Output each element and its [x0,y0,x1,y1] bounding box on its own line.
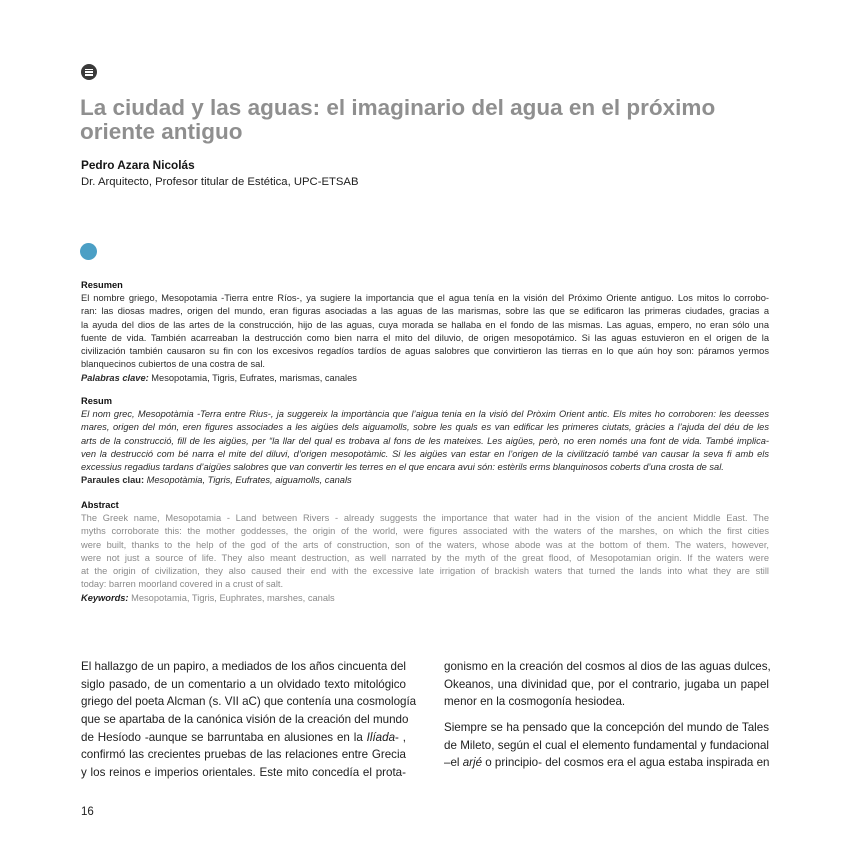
resum-line: excessius regadius tardans d’aigües salobres que van convertir les terres en el que encara avui són: estèrils erms blanquinosos coberts d’una crosta de sal. [81,462,724,473]
body-text: de Hesíodo -aunque se barruntaba en alusiones en la [81,730,367,744]
keywords-label: Palabras clave: [81,372,149,383]
article-title [80,96,780,144]
keywords-label: Keywords: [81,592,129,603]
abstract-line: myths corroborate this: the mother goddesses, the origin of the world, were figures associated with the waters of the marshes, on which the first cities [81,526,769,537]
body-line: menor en la cosmogonía hesiodea. [444,695,626,709]
resum-line: mares, origen del món, eren figures associades a les aigües dels aiguamolls, sobre les quals es van edificar les primeres ciutats, gràcies a l’ajuda del déu de les [81,422,769,433]
title-line-1: La ciudad y las aguas: el imaginario del agua en el próximo [80,95,716,120]
body-column-right [444,658,769,711]
section-dot-icon [80,243,97,260]
resumen-line: civilización también causaron su fin con los excesivos regadíos tardíos de aguas salobres que convirtieron las tierras en lo que aún hoy son: páramos yermos [81,346,769,357]
resumen-keywords [81,372,769,385]
body-column-right-p2 [444,719,769,772]
resum-keywords [81,474,769,487]
body-line: siglo pasado, de un comentario a un olvidado texto mitológico [81,677,406,691]
resum-line: arts de la construcció, fill de les aigües, per “la llar del qual es trobava al fons de les mateixes. Les aigües, però, no eren només una font de vida. També implica- [81,435,769,446]
body-italic: arjé [462,756,483,770]
body-column-left [81,658,417,782]
resumen-line: la ayuda del dios de las artes de la construcción, hijo de las aguas, cuya morada se hallaba en el fondo de las mismas. Las aguas, empero, no eran sólo una [81,319,769,330]
abstract-line: at the origin of civilization, they also caused their end with the excessive late irrigation of brackish waters that turned the lands into what they are still [81,566,769,577]
body-line: griego del poeta Alcman (s. VII aC) que contenía una cosmología [81,695,417,709]
abstract-line: The Greek name, Mesopotamia - Land between Rivers - already suggests the importance that water had in the vision of the ancient Middle East. The [81,513,769,523]
body-line [81,729,406,747]
resumen-line: ran: las diosas madres, origen del mundo, eran figuras asociadas a las aguas de las marismas, sobre las que se edificaron las primeras ciudades, gracias a [81,306,769,317]
body-text: –el [444,756,463,770]
body-line: Siempre se ha pensado que la concepción del mundo de Tales [444,721,769,734]
body-line: confirmó las crecientes pruebas de las relaciones entre Grecia [81,748,406,762]
title-line-2: oriente antiguo [80,119,243,144]
abstract-line: were built, thanks to the help of the god of the arts of construction, son of the waters, whose abode was at the bottom of them. The waters, however, [81,539,769,550]
body-italic: Ilíada [366,730,396,744]
body-text: o principio- del cosmos era el agua estaba inspirada en [482,756,770,770]
resum-text [81,408,769,488]
body-text: - , [395,730,406,744]
resumen-heading: Resumen [81,280,123,290]
body-line: que se apartaba de la canónica visión de la creación del mundo [81,713,409,727]
resumen-line: fuente de vida. También acarreaban la destrucción como bien narra el mito del diluvio, de origen mesopotámico. Si las aguas estuvieron en el origen de la [81,332,769,343]
keywords-list: Mesopotamia, Tigris, Eufrates, marismas, canales [148,372,357,383]
keywords-label: Paraules clau: [81,475,145,486]
keywords-list: Mesopotàmia, Tigris, Eufrates, aiguamolls, canals [144,475,352,486]
resum-heading: Resum [81,396,113,406]
abstract-text [81,512,769,605]
page-number: 16 [81,806,94,818]
resumen-line: El nombre griego, Mesopotamia -Tierra entre Ríos-, ya sugiere la importancia que el agua tenía en la visión del Próximo Oriente antiguo. Los mitos lo corrobo- [81,293,769,303]
keywords-list: Mesopotamia, Tigris, Euphrates, marshes, canals [128,592,335,603]
author-name: Pedro Azara Nicolás [81,158,195,172]
body-line: Okeanos, una divinidad que, por el contrario, jugaba un papel [444,677,769,691]
body-line: y los reinos e imperios orientales. Este mito concedía el prota- [81,766,406,780]
body-line: de Mileto, según el cual el elemento fundamental y fundacional [444,738,769,752]
abstract-keywords [81,592,769,605]
menu-icon[interactable] [81,64,97,80]
resumen-line: blanquecinos cubiertos de una costra de sal. [81,359,265,370]
body-line [444,754,769,772]
author-affiliation: Dr. Arquitecto, Profesor titular de Estética, UPC-ETSAB [81,176,359,188]
abstract-heading: Abstract [81,500,119,510]
body-line: El hallazgo de un papiro, a mediados de los años cincuenta del [81,660,406,673]
abstract-line: were not just a source of life. They also meant destruction, as well narrated by the myth of the great flood, of Mesopotamian origin. If the waters were [81,552,769,563]
resum-line: El nom grec, Mesopotàmia -Terra entre Rius-, ja suggereix la importància que l’aigua tenia en la visió del Pròxim Orient antic. Els mites ho corroboren: les deesses [81,409,769,419]
abstract-line: today: barren moorland covered in a crust of salt. [81,579,284,590]
resumen-text [81,292,769,385]
body-line: gonismo en la creación del cosmos al dios de las aguas dulces, [444,660,771,673]
resum-line: ven la destrucció com bé narra el mite del diluvi, d’origen mesopotàmic. Si les aigües van estar en l’origen de la civilització també van causar la seva fi amb els [81,448,769,459]
